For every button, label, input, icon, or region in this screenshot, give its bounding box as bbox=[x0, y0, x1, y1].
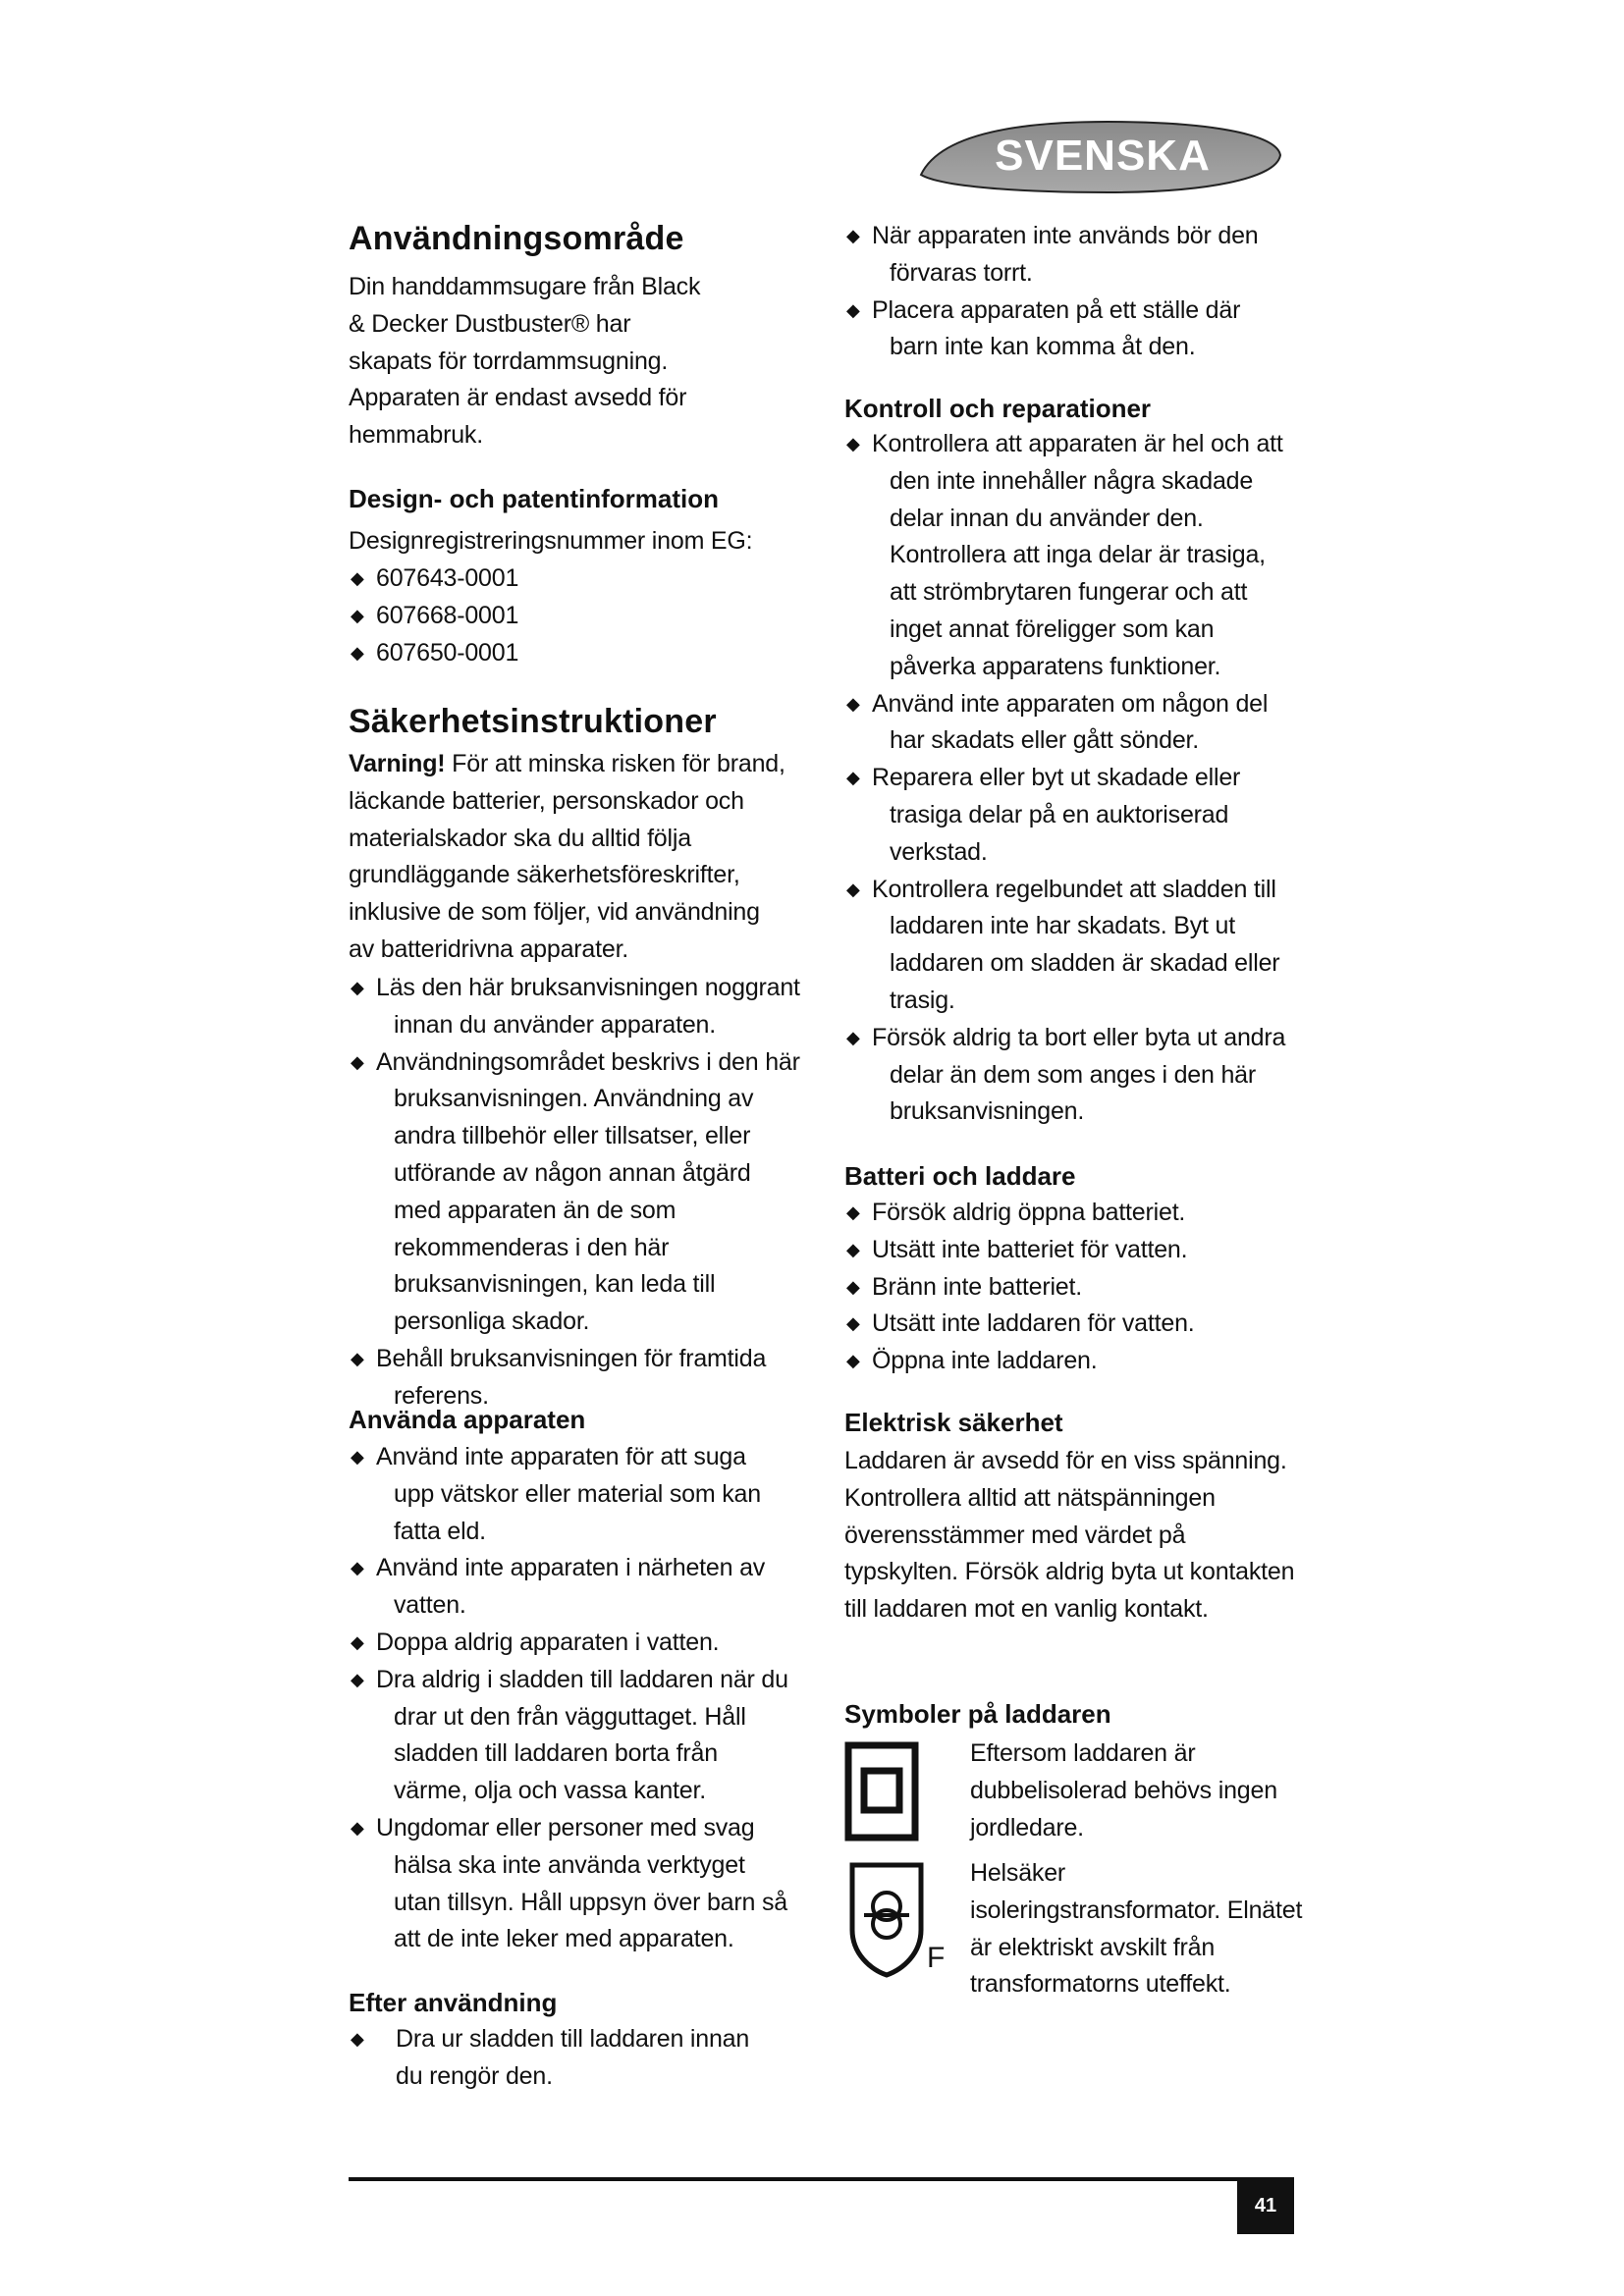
symbol-row-double-insulation bbox=[844, 1735, 1296, 1853]
design-heading: Design- och patentinformation bbox=[349, 484, 719, 513]
list-item: ◆ 607643-0001 bbox=[349, 561, 810, 598]
battery-bullet-list bbox=[844, 1195, 1296, 1380]
safety-bullet-list bbox=[349, 970, 800, 1415]
bullet-icon: ◆ bbox=[351, 1817, 364, 1838]
list-item: ◆ Öppna inte laddaren. bbox=[844, 1343, 1296, 1380]
electric-heading: Elektrisk säkerhet bbox=[844, 1408, 1063, 1437]
bullet-icon: ◆ bbox=[846, 879, 860, 899]
list-item: ◆ Utsätt inte laddaren för vatten. bbox=[844, 1306, 1296, 1343]
safety-transformer-text: Helsäker isoleringstransformator. Elnätet är elektriskt avskilt från transformatorns uteffekt. bbox=[970, 1859, 1303, 1999]
bullet-icon: ◆ bbox=[351, 568, 364, 588]
list-item: ◆ Dra ur sladden till laddaren innan du rengör den. bbox=[349, 2021, 781, 2096]
list-item: ◆ Använd inte apparaten i närheten av vatten. bbox=[349, 1550, 790, 1625]
list-item: ◆ Läs den här bruksanvisningen noggrant innan du använder apparaten. bbox=[349, 970, 800, 1044]
using-heading: Använda apparaten bbox=[349, 1405, 586, 1434]
list-item: ◆ Bränn inte batteriet. bbox=[844, 1269, 1296, 1307]
bullet-icon: ◆ bbox=[351, 1631, 364, 1652]
list-item: ◆ 607668-0001 bbox=[349, 598, 810, 635]
bullet-icon: ◆ bbox=[351, 1348, 364, 1368]
design-text: Designregistreringsnummer inom EG: bbox=[349, 527, 753, 555]
control-bullet-list bbox=[844, 426, 1296, 1131]
bullet-icon: ◆ bbox=[846, 434, 860, 454]
symbol-row-transformer bbox=[844, 1855, 1303, 2012]
list-item: ◆ När apparaten inte används bör den förvaras torrt. bbox=[844, 218, 1286, 293]
double-insulation-text: Eftersom laddaren är dubbelisolerad behövs ingen jordledare. bbox=[970, 1739, 1277, 1842]
storage-bullet-list bbox=[844, 218, 1286, 366]
bullet-icon: ◆ bbox=[846, 226, 860, 245]
using-bullet-list bbox=[349, 1439, 790, 1958]
list-item: ◆ Använd inte apparaten för att suga upp vätskor eller material som kan fatta eld. bbox=[349, 1439, 790, 1550]
list-item: ◆ Doppa aldrig apparaten i vatten. bbox=[349, 1625, 790, 1662]
list-item: ◆ 607650-0001 bbox=[349, 635, 810, 672]
bullet-icon: ◆ bbox=[846, 693, 860, 714]
usage-heading: Användningsområde bbox=[349, 220, 684, 257]
list-item: ◆ Använd inte apparaten om någon del har skadats eller gått sönder. bbox=[844, 686, 1296, 761]
design-number-list bbox=[349, 561, 810, 671]
bullet-icon: ◆ bbox=[846, 1276, 860, 1297]
usage-text: Din handdammsugare från Black & Decker Dustbuster® har skapats för torrdammsugning. Apparaten är endast avsedd för hemmabruk. bbox=[349, 273, 701, 450]
list-item: ◆ Försök aldrig öppna batteriet. bbox=[844, 1195, 1296, 1232]
bullet-icon: ◆ bbox=[846, 1313, 860, 1334]
list-item: ◆ Reparera eller byt ut skadade eller trasiga delar på en auktoriserad verkstad. bbox=[844, 760, 1296, 871]
control-heading: Kontroll och reparationer bbox=[844, 394, 1152, 423]
bullet-icon: ◆ bbox=[846, 299, 860, 320]
language-label: SVENSKA bbox=[995, 132, 1211, 180]
list-item: ◆ Behåll bruksanvisningen för framtida referens. bbox=[349, 1341, 800, 1415]
double-insulation-icon bbox=[844, 1741, 919, 1847]
electric-text: Laddaren är avsedd för en viss spänning. Kontrollera alltid att nätspänningen överensstämmer med värdet på typskylten. Försök aldrig byta ut kontakten till laddaren mot en vanlig kontakt. bbox=[844, 1447, 1295, 1624]
bullet-icon: ◆ bbox=[351, 1558, 364, 1578]
safety-heading: Säkerhetsinstruktioner bbox=[349, 703, 717, 740]
footer-rule bbox=[349, 2177, 1237, 2181]
list-item: ◆ Kontrollera att apparaten är hel och att den inte innehåller några skadade delar innan du använder den. Kontrollera att inga delar är trasiga, att strömbrytaren fungerar och att inget annat föreligger som kan påverka apparatens funktioner. bbox=[844, 426, 1296, 686]
bullet-icon: ◆ bbox=[351, 978, 364, 997]
list-item: ◆ Användningsområdet beskrivs i den här bruksanvisningen. Användning av andra tillbehör eller tillsatser, eller utförande av någon annan åtgärd med apparaten än de som rekommenderas i den här bruksanvisningen, kan leda till personliga skador. bbox=[349, 1044, 800, 1341]
list-item: ◆ Placera apparaten på ett ställe där barn inte kan komma åt den. bbox=[844, 293, 1286, 367]
list-item: ◆ Utsätt inte batteriet för vatten. bbox=[844, 1232, 1296, 1269]
list-item: ◆ Kontrollera regelbundet att sladden till laddaren inte har skadats. Byt ut laddaren om sladden är skadad eller trasig. bbox=[844, 872, 1296, 1020]
language-tab bbox=[911, 116, 1284, 196]
symbols-heading: Symboler på laddaren bbox=[844, 1699, 1111, 1729]
bullet-icon: ◆ bbox=[351, 1051, 364, 1072]
warning-text: För att minska risken för brand, läckande batterier, personskador och materialskador ska du alltid följa grundläggande säkerhetsföreskrifter, inklusive de som följer, vid användning av batteridrivna apparater. bbox=[349, 750, 785, 963]
list-item: ◆ Försök aldrig ta bort eller byta ut andra delar än dem som anges i den här bruksanvisningen. bbox=[844, 1020, 1296, 1131]
after-bullet-list bbox=[349, 2021, 781, 2096]
bullet-icon: ◆ bbox=[846, 1027, 860, 1047]
transformer-letter: F bbox=[927, 1942, 946, 1974]
bullet-icon: ◆ bbox=[846, 1351, 860, 1371]
list-item: ◆ Dra aldrig i sladden till laddaren när du drar ut den från vägguttaget. Håll sladden till laddaren borta från värme, olja och vassa kanter. bbox=[349, 1662, 790, 1810]
bullet-icon: ◆ bbox=[351, 1447, 364, 1467]
bullet-icon: ◆ bbox=[351, 1669, 364, 1689]
bullet-icon: ◆ bbox=[846, 1202, 860, 1222]
after-heading: Efter användning bbox=[349, 1988, 558, 2017]
bullet-icon: ◆ bbox=[846, 768, 860, 788]
list-item: ◆ Ungdomar eller personer med svag hälsa ska inte använda verktyget utan tillsyn. Håll uppsyn över barn så att de inte leker med apparaten. bbox=[349, 1810, 790, 1958]
page-number: 41 bbox=[1237, 2177, 1294, 2234]
bullet-icon: ◆ bbox=[351, 605, 364, 625]
bullet-icon: ◆ bbox=[351, 642, 364, 663]
bullet-icon: ◆ bbox=[846, 1239, 860, 1259]
warning-label: Varning! bbox=[349, 750, 446, 777]
warning-paragraph bbox=[349, 746, 790, 969]
bullet-icon: ◆ bbox=[351, 2029, 364, 2049]
battery-heading: Batteri och laddare bbox=[844, 1161, 1076, 1191]
